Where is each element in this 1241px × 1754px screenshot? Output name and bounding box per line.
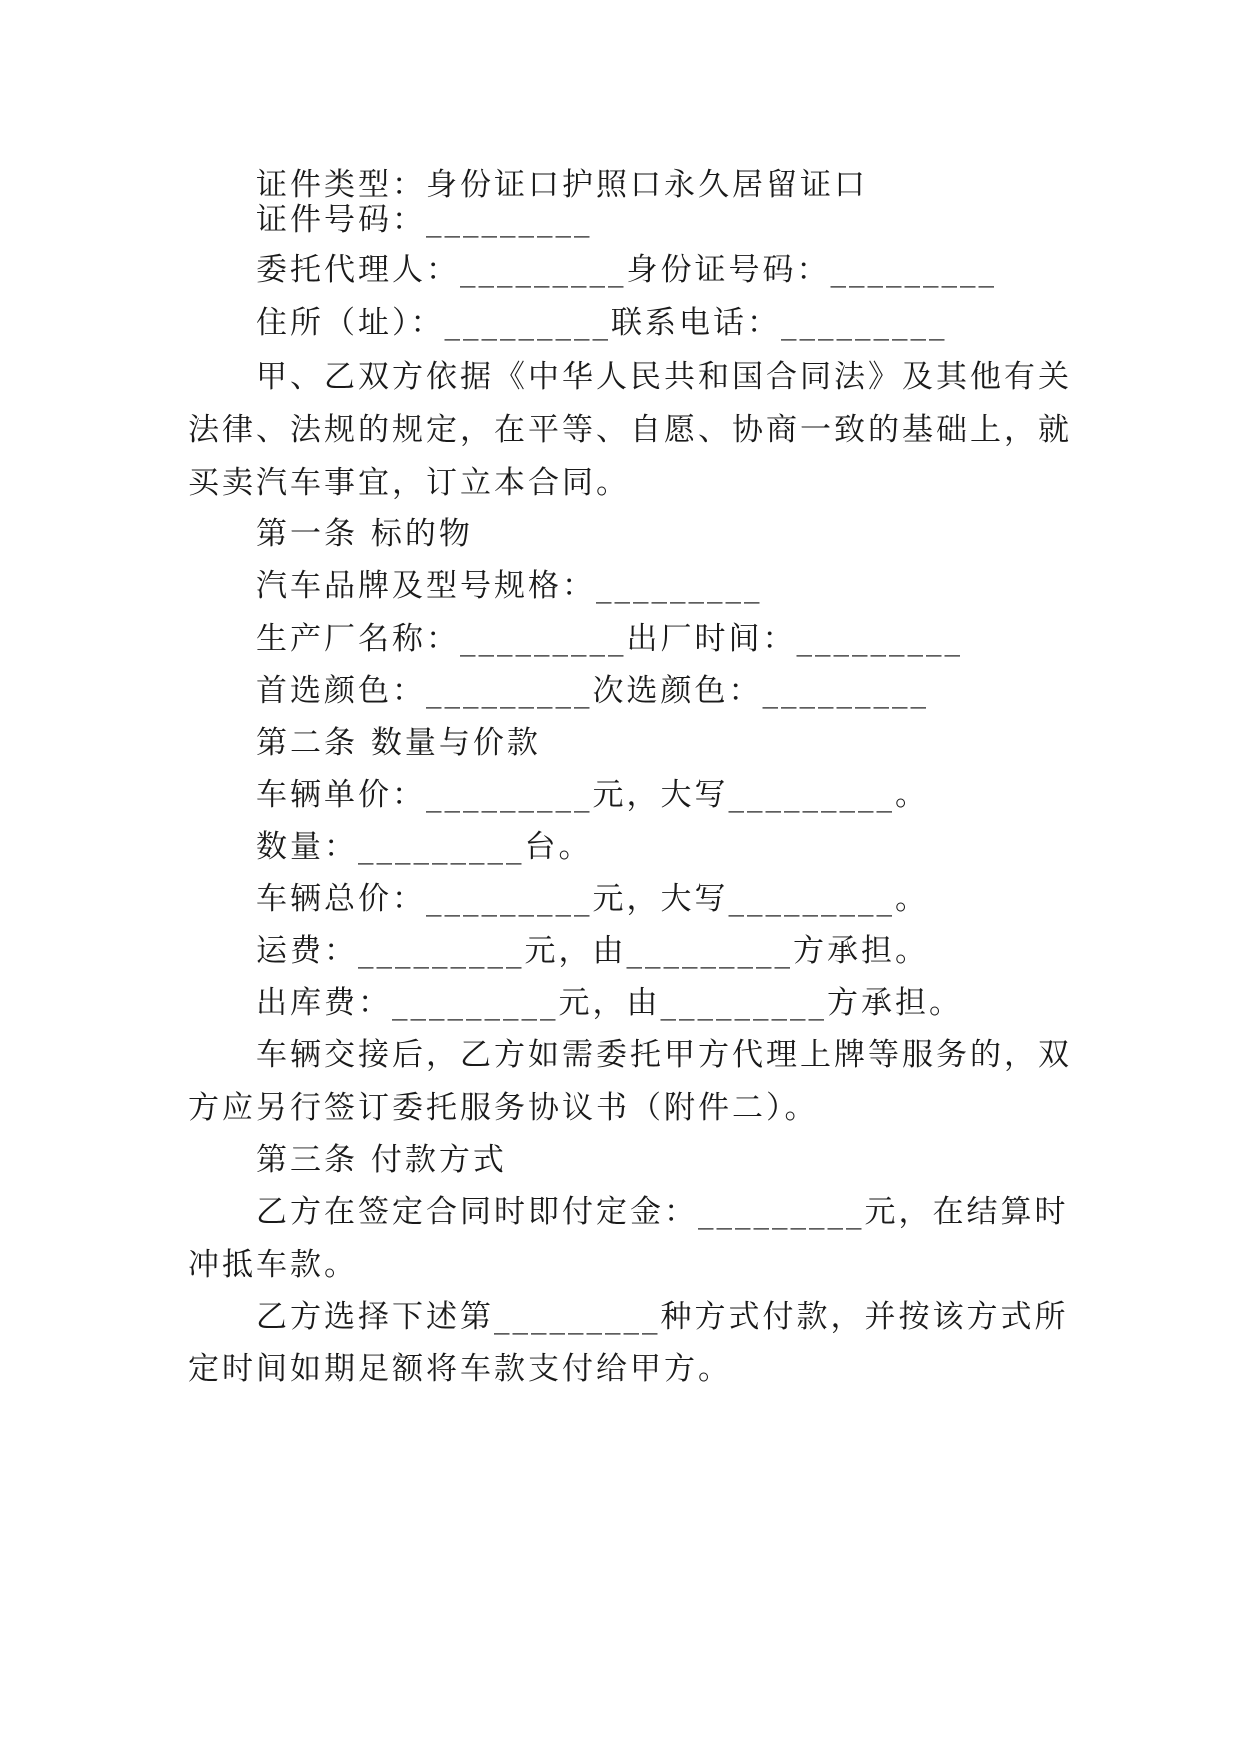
- color-line: 首选颜色：_________次选颜色：_________: [256, 673, 929, 709]
- preamble-line-1: 甲、乙双方依据《中华人民共和国合同法》及其他有关: [256, 359, 1072, 395]
- article-1-heading: 第一条 标的物: [256, 516, 473, 552]
- payment-method-line-1: 乙方选择下述第_________种方式付款，并按该方式所: [256, 1299, 1069, 1335]
- delivery-clause-line-1: 车辆交接后，乙方如需委托甲方代理上牌等服务的，双: [256, 1037, 1072, 1073]
- article-2-heading: 第二条 数量与价款: [256, 725, 541, 761]
- quantity-line: 数量：_________台。: [256, 829, 593, 865]
- agent-line: 委托代理人：_________身份证号码：_________: [256, 252, 997, 288]
- payment-method-line-2: 定时间如期足额将车款支付给甲方。: [188, 1351, 732, 1387]
- id-type-line: 证件类型：身份证口护照口永久居留证口: [256, 167, 868, 203]
- preamble-line-2: 法律、法规的规定，在平等、自愿、协商一致的基础上，就: [188, 412, 1072, 448]
- address-line: 住所（址）：_________联系电话：_________: [256, 305, 948, 341]
- deposit-line-1: 乙方在签定合同时即付定金：_________元，在结算时: [256, 1194, 1069, 1230]
- manufacturer-line: 生产厂名称：_________出厂时间：_________: [256, 621, 963, 657]
- deposit-line-2: 冲抵车款。: [188, 1247, 358, 1283]
- unit-price-line: 车辆单价：_________元，大写_________。: [256, 777, 929, 813]
- delivery-clause-line-2: 方应另行签订委托服务协议书（附件二）。: [188, 1090, 819, 1126]
- article-3-heading: 第三条 付款方式: [256, 1142, 507, 1178]
- freight-line: 运费：_________元，由_________方承担。: [256, 933, 929, 969]
- id-number-line: 证件号码：_________: [256, 202, 593, 238]
- warehouse-fee-line: 出库费：_________元，由_________方承担。: [256, 985, 963, 1021]
- brand-model-line: 汽车品牌及型号规格：_________: [256, 568, 763, 604]
- preamble-line-3: 买卖汽车事宜，订立本合同。: [188, 465, 630, 501]
- total-price-line: 车辆总价：_________元，大写_________。: [256, 881, 929, 917]
